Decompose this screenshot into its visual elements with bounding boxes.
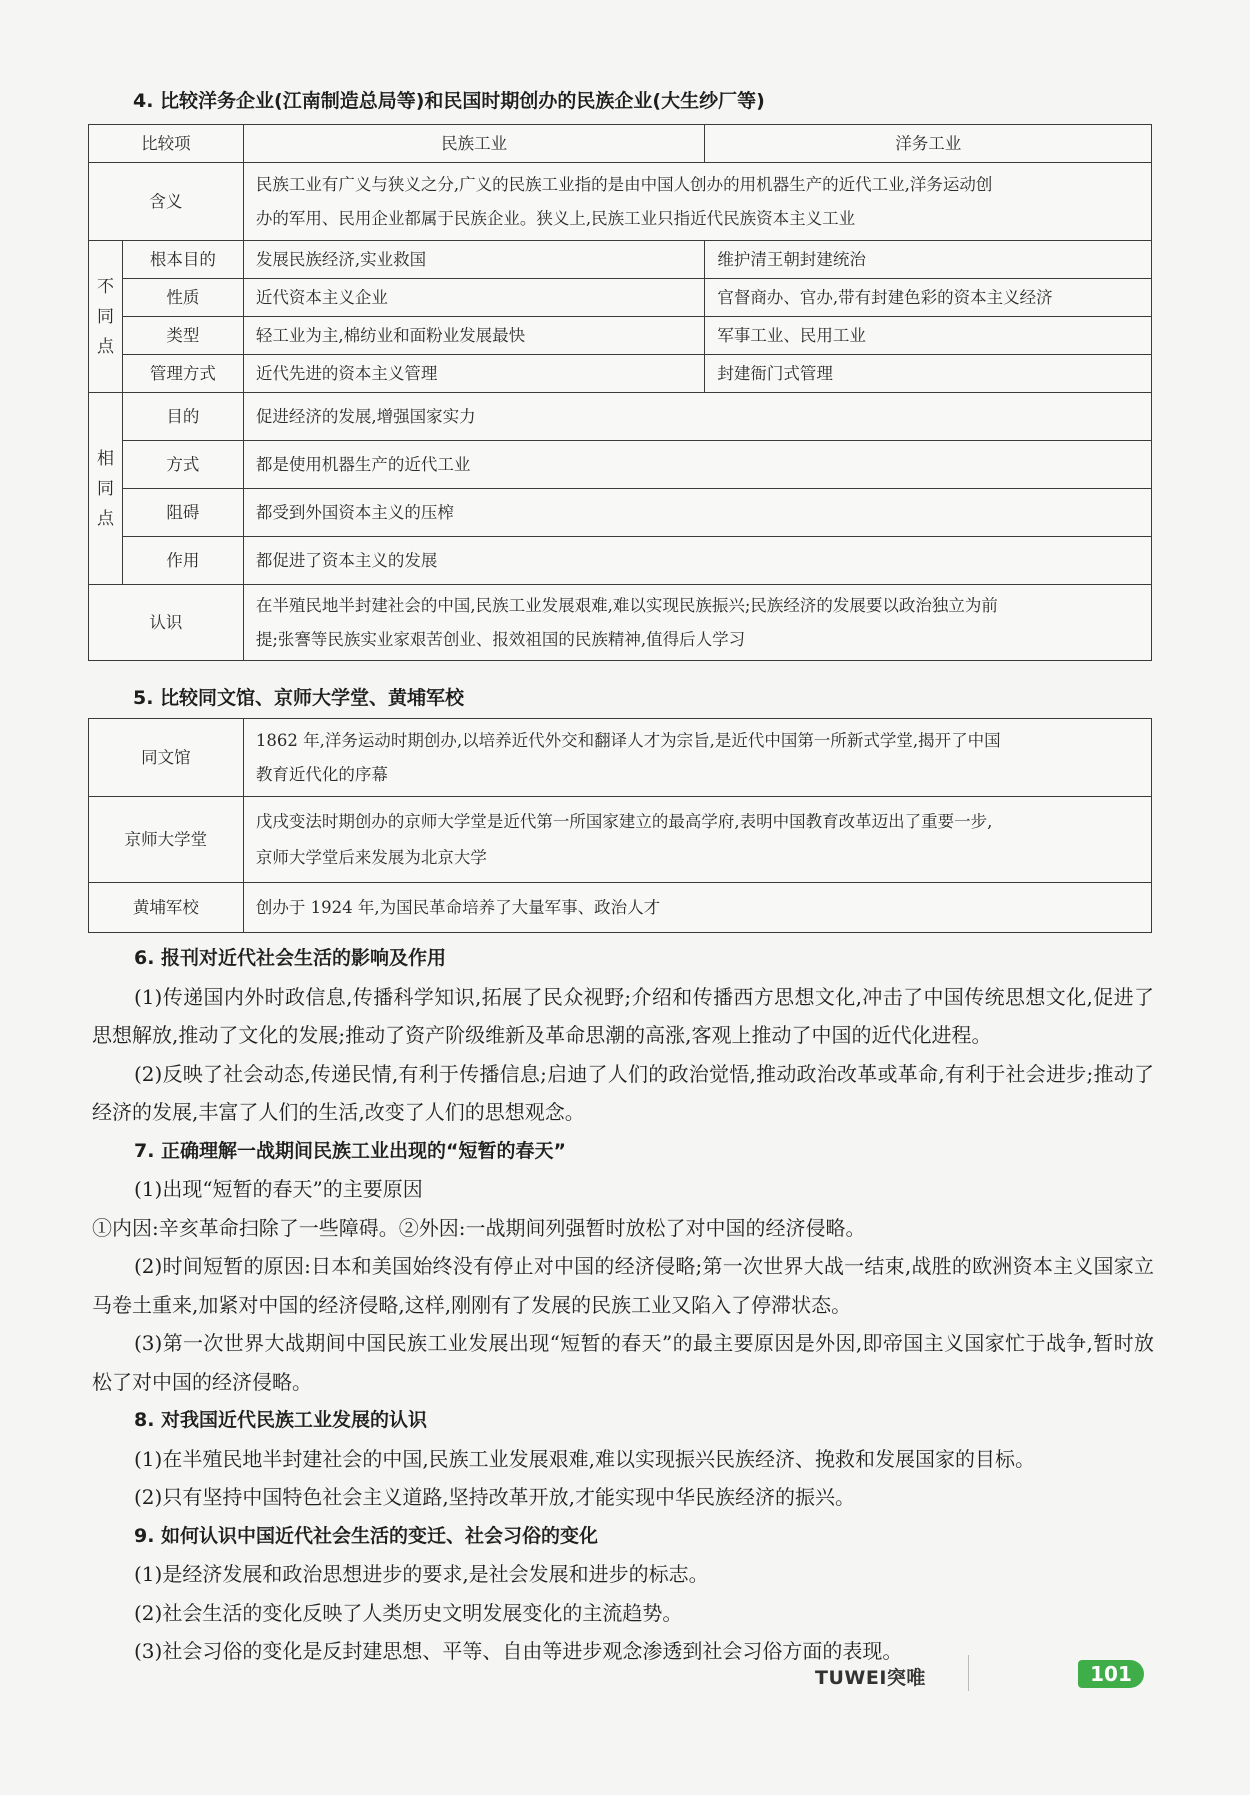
paragraph: (1)在半殖民地半封建社会的中国,民族工业发展艰难,难以实现振兴民族经济、挽救和发展国家的目标。 (134, 1446, 1036, 1471)
row-label: 类型 (122, 317, 243, 355)
table-row (89, 355, 1152, 393)
same-group-label (89, 393, 123, 585)
table-cell: 都促进了资本主义的发展 (243, 537, 1151, 585)
header-cell: 民族工业 (243, 125, 705, 163)
table-row (89, 883, 1152, 933)
cell-line: 提;张謇等民族实业家艰苦创业、报效祖国的民族精神,值得后人学习 (255, 629, 746, 649)
insight-cell (243, 585, 1151, 661)
table-row (89, 537, 1152, 585)
paragraph: ①内因:辛亥革命扫除了一些障碍。②外因:一战期间列强暂时放松了对中国的经济侵略。 (92, 1215, 866, 1240)
row-label: 作用 (122, 537, 243, 585)
paragraph: (2)反映了社会动态,传递民情,有利于传播信息;启迪了人们的政治觉悟,推动政治改革或革命,有利于社会进步;推动了经济的发展,丰富了人们的生活,改变了人们的思想观念。 (92, 1061, 1154, 1124)
cell-line: 京师大学堂后来发展为北京大学 (255, 847, 487, 867)
table-cell (243, 719, 1151, 797)
paragraph: (2)只有坚持中国特色社会主义道路,坚持改革开放,才能实现中华民族经济的振兴。 (134, 1485, 856, 1509)
industry-comparison-table (88, 124, 1152, 661)
row-label: 同文馆 (89, 719, 244, 797)
paragraph: (2)社会生活的变化反映了人类历史文明发展变化的主流趋势。 (134, 1600, 683, 1625)
cell-line: 教育近代化的序幕 (255, 764, 388, 784)
cell-line: 1862 年,洋务运动时期创办,以培养近代外交和翻译人才为宗旨,是近代中国第一所新式学堂,揭开了中国 (255, 730, 1001, 750)
paragraph: (1)传递国内外时政信息,传播科学知识,拓展了民众视野;介绍和传播西方思想文化,冲击了中国传统思想文化,促进了思想解放,推动了文化的发展;推动了资产阶级维新及革命思潮的高涨,客观上推动了中国的近代化进程。 (92, 984, 1154, 1047)
table-cell: 促进经济的发展,增强国家实力 (243, 393, 1151, 441)
row-label: 京师大学堂 (89, 797, 244, 883)
section8-title: 8. 对我国近代民族工业发展的认识 (134, 1409, 428, 1431)
paragraph: (1)是经济发展和政治思想进步的要求,是社会发展和进步的标志。 (134, 1562, 709, 1586)
group-char: 不 (96, 276, 114, 297)
table-row (89, 317, 1152, 355)
row-label: 性质 (122, 279, 243, 317)
table-cell (243, 797, 1151, 883)
schools-table (88, 718, 1152, 933)
cell-line: 办的军用、民用企业都属于民族企业。狭义上,民族工业只指近代民族资本主义工业 (255, 208, 856, 228)
row-label: 阻碍 (122, 489, 243, 537)
table-cell: 发展民族经济,实业救国 (243, 241, 705, 279)
table-cell: 都是使用机器生产的近代工业 (243, 441, 1151, 489)
row-label: 黄埔军校 (89, 883, 244, 933)
row-label: 目的 (122, 393, 243, 441)
row-label: 方式 (122, 441, 243, 489)
table-cell: 军事工业、民用工业 (705, 317, 1152, 355)
group-char: 点 (96, 336, 114, 357)
header-cell: 洋务工业 (705, 125, 1152, 163)
table-row (89, 441, 1152, 489)
table-row (89, 241, 1152, 279)
cell-line: 在半殖民地半封建社会的中国,民族工业发展艰难,难以实现民族振兴;民族经济的发展要以政治独立为前 (255, 595, 998, 615)
row-label: 管理方式 (122, 355, 243, 393)
cell-line: 民族工业有广义与狭义之分,广义的民族工业指的是由中国人创办的用机器生产的近代工业,洋务运动创 (255, 174, 993, 194)
group-char: 相 (96, 448, 114, 469)
table-row (89, 163, 1152, 241)
paragraph: (1)出现“短暂的春天”的主要原因 (134, 1177, 423, 1201)
paragraph: (3)第一次世界大战期间中国民族工业发展出现“短暂的春天”的最主要原因是外因,即帝国主义国家忙于战争,暂时放松了对中国的经济侵略。 (92, 1331, 1154, 1394)
diff-group-label (89, 241, 123, 393)
table-row (89, 279, 1152, 317)
cell-line: 戊戌变法时期创办的京师大学堂是近代第一所国家建立的最高学府,表明中国教育改革迈出了重要一步, (255, 811, 993, 831)
table-row (89, 719, 1152, 797)
row-label: 认识 (89, 585, 244, 661)
section5-title: 5. 比较同文馆、京师大学堂、黄埔军校 (133, 687, 465, 709)
section9-title: 9. 如何认识中国近代社会生活的变迁、社会习俗的变化 (134, 1524, 599, 1547)
row-label: 根本目的 (122, 241, 243, 279)
section7-title: 7. 正确理解一战期间民族工业出现的“短暂的春天” (134, 1139, 567, 1162)
page-number: 101 (1078, 1660, 1144, 1688)
table-row (89, 489, 1152, 537)
table-cell: 官督商办、官办,带有封建色彩的资本主义经济 (705, 279, 1152, 317)
group-char: 点 (96, 508, 114, 529)
paragraph: (3)社会习俗的变化是反封建思想、平等、自由等进步观念渗透到社会习俗方面的表现。 (134, 1639, 903, 1663)
row-label: 含义 (89, 163, 244, 241)
paragraph: (2)时间短暂的原因:日本和美国始终没有停止对中国的经济侵略;第一次世界大战一结束,战胜的欧洲资本主义国家立马卷土重来,加紧对中国的经济侵略,这样,刚刚有了发展的民族工业又陷入了停滞状态。 (92, 1254, 1154, 1317)
table-row (89, 393, 1152, 441)
group-char: 同 (96, 306, 114, 327)
header-cell: 比较项 (89, 125, 244, 163)
footer-divider (968, 1655, 969, 1691)
meaning-cell (243, 163, 1151, 241)
brand-logo: TUWEI突唯 (815, 1667, 926, 1689)
group-char: 同 (96, 478, 114, 499)
section6-title: 6. 报刊对近代社会生活的影响及作用 (134, 947, 447, 969)
table-row (89, 585, 1152, 661)
body-text (92, 939, 1154, 1671)
section4-title: 4. 比较洋务企业(江南制造总局等)和民国时期创办的民族企业(大生纱厂等) (133, 90, 765, 112)
table-cell: 轻工业为主,棉纺业和面粉业发展最快 (243, 317, 705, 355)
table-header-row (89, 125, 1152, 163)
table-cell: 封建衙门式管理 (705, 355, 1152, 393)
table-cell: 近代资本主义企业 (243, 279, 705, 317)
table-cell: 维护清王朝封建统治 (705, 241, 1152, 279)
table-cell: 创办于 1924 年,为国民革命培养了大量军事、政治人才 (243, 883, 1151, 933)
table-cell: 近代先进的资本主义管理 (243, 355, 705, 393)
table-row (89, 797, 1152, 883)
table-cell: 都受到外国资本主义的压榨 (243, 489, 1151, 537)
